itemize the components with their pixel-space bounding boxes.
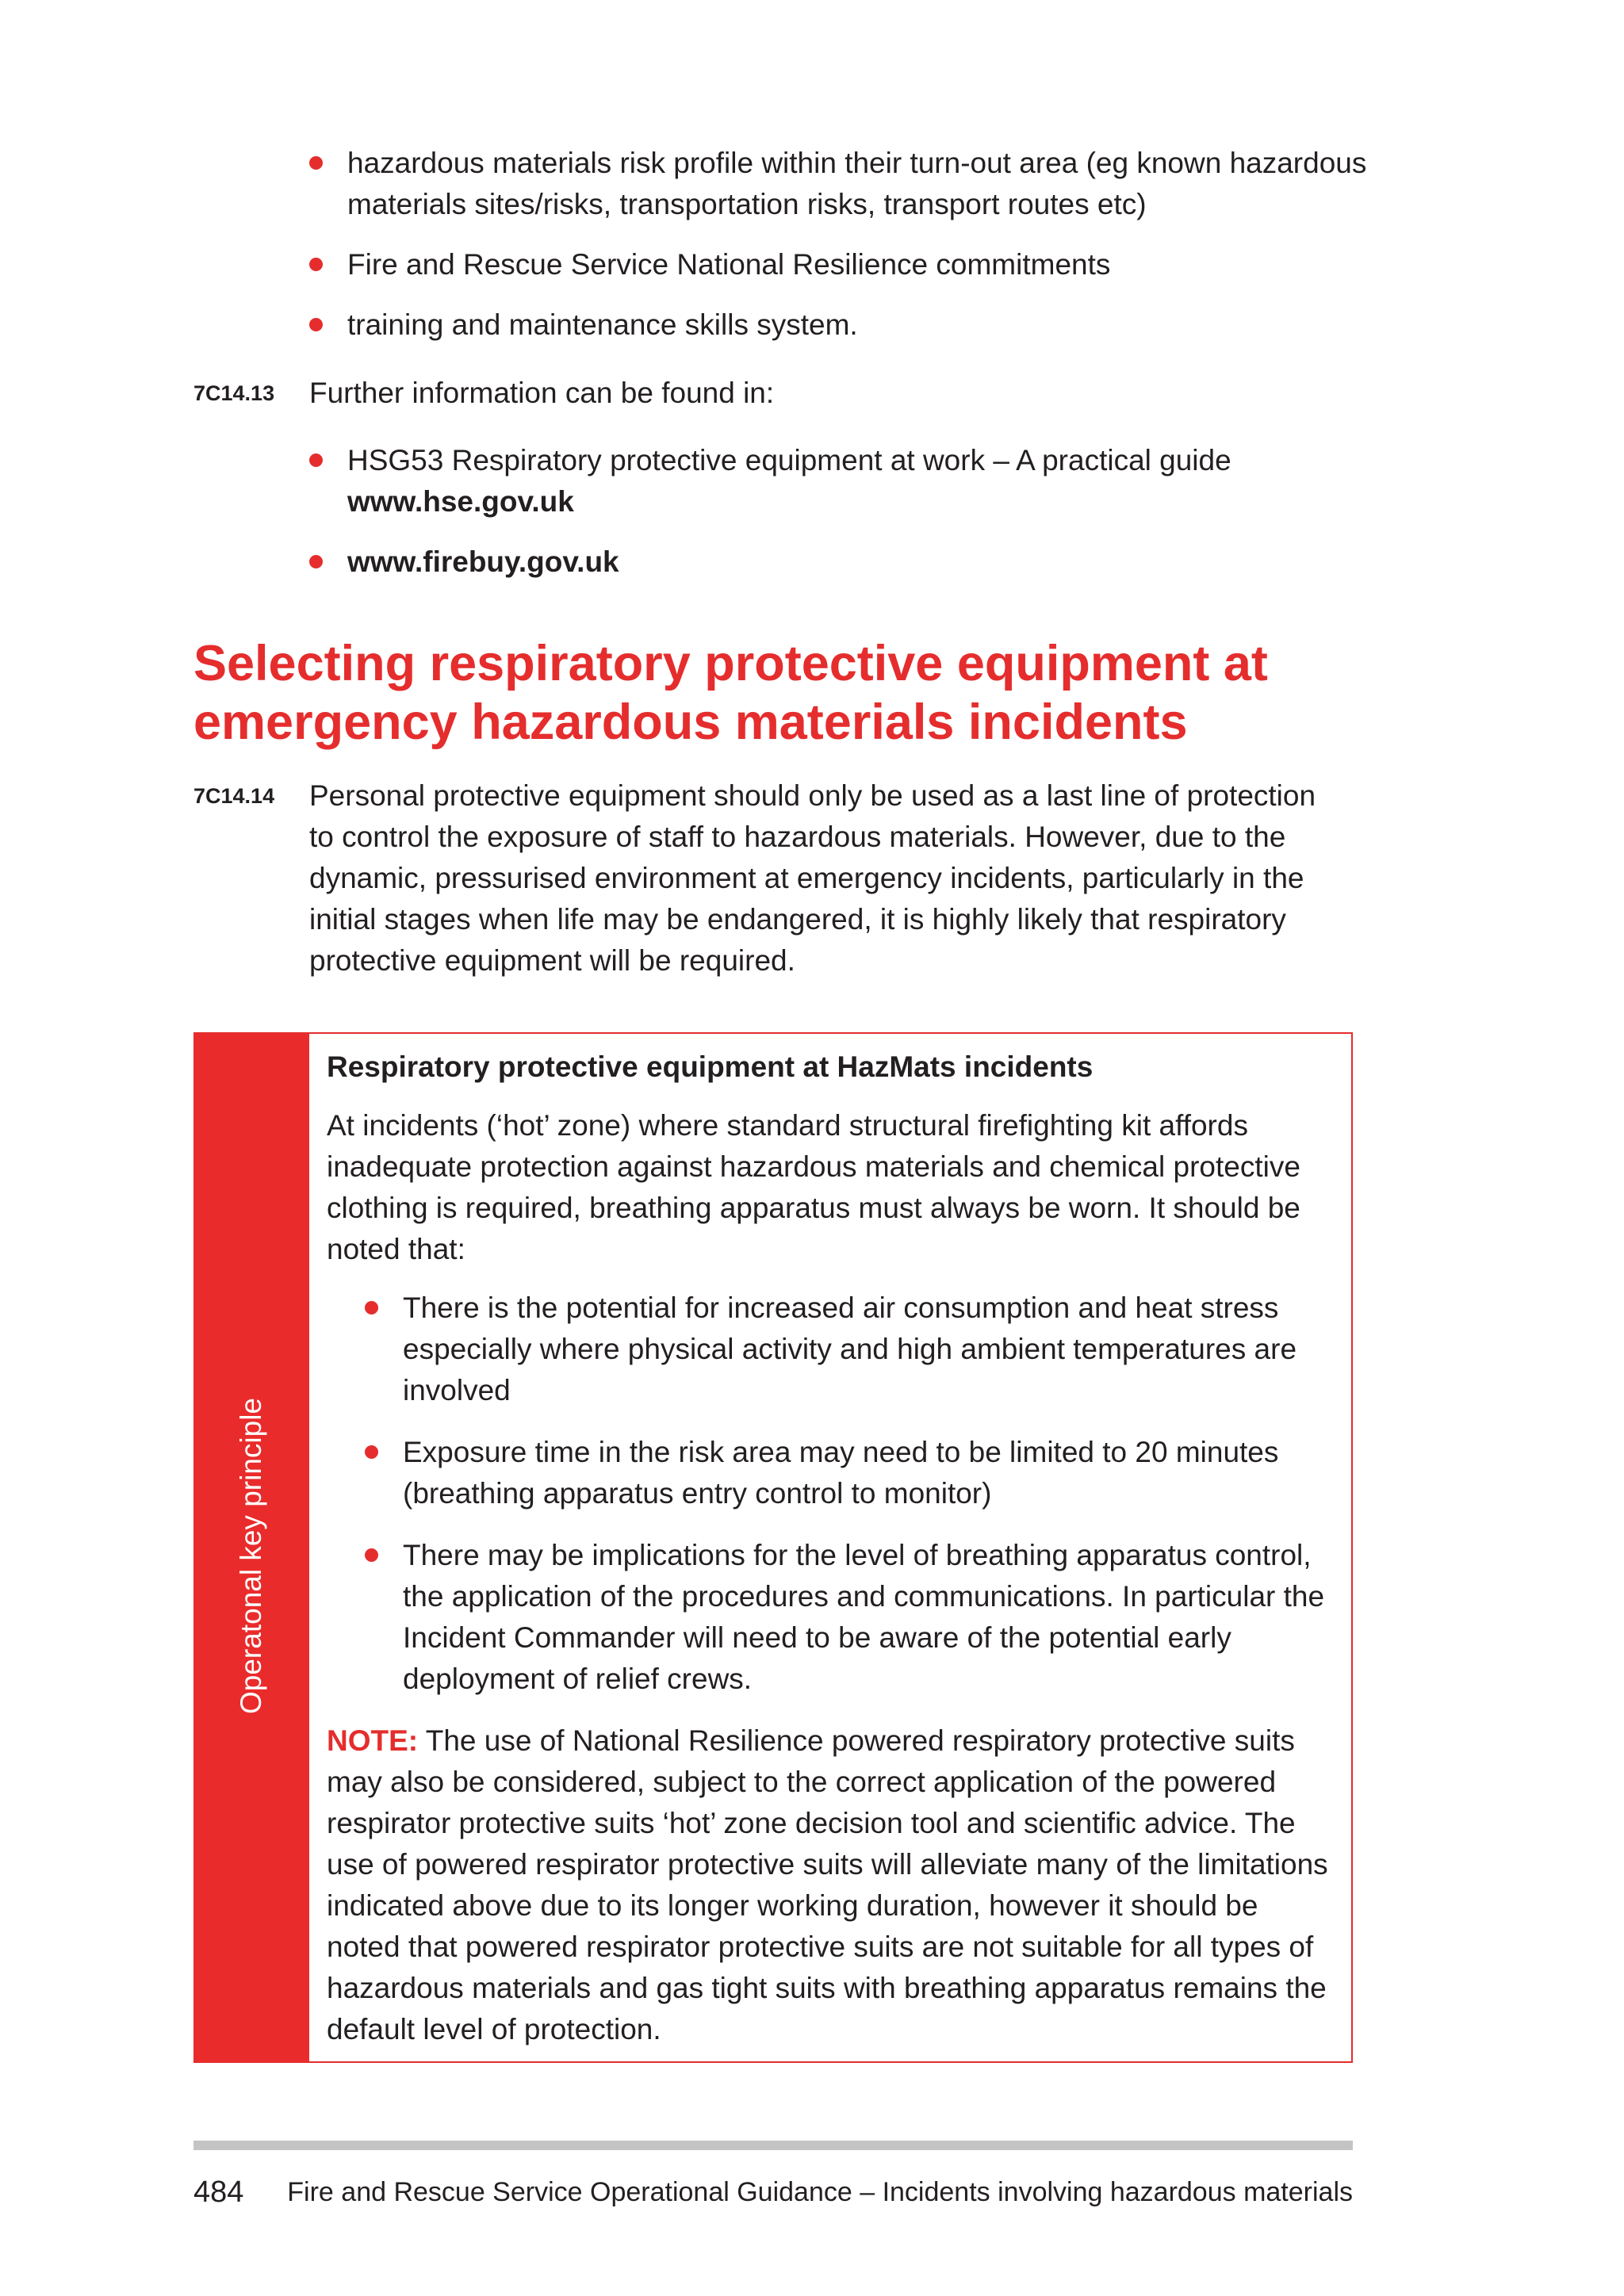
list-item xyxy=(309,143,1372,225)
list-item xyxy=(309,244,1372,285)
bullet-icon xyxy=(365,1548,378,1562)
bullet-icon xyxy=(309,318,323,331)
list-item-text: Fire and Rescue Service National Resilience commitments xyxy=(347,248,1111,281)
note-text: The use of National Resilience powered respiratory protective suits may also be considered, subject to the correct application of the powered respirator protective suits ‘hot’ zone decision tool and scientific advice. The use of powered respirator protective suits will alleviate many of the limitations indicated above due to its longer working duration, however it should be noted that powered respirator protective suits are not suitable for all types of hazardous materials and gas tight suits with breathing apparatus remains the default level of protection. xyxy=(327,1724,1328,2045)
list-item xyxy=(365,1288,1334,1411)
bullet-icon xyxy=(365,1301,378,1314)
bullet-icon xyxy=(365,1445,378,1459)
paragraph-text: Personal protective equipment should only be used as a last line of protection to control the exposure of staff to hazardous materials. However, due to the dynamic, pressurised environment at emergency incidents, particularly in the initial stages when life may be endangered, it is highly likely that respiratory protective equipment will be required. xyxy=(309,779,1316,977)
intro-bullet-list xyxy=(309,143,1372,365)
bullet-icon xyxy=(309,258,323,271)
side-label: Operatonal key principle xyxy=(235,1398,267,1714)
list-item xyxy=(365,1432,1334,1514)
firebuy-link[interactable]: www.firebuy.gov.uk xyxy=(347,545,619,578)
section-heading: Selecting respiratory protective equipment at emergency hazardous materials incidents xyxy=(193,636,1268,750)
further-info-list xyxy=(309,440,1372,602)
list-item-text: hazardous materials risk profile within their turn-out area (eg known hazardous materials sites/risks, transportation risks, transport routes etc) xyxy=(347,147,1367,220)
list-item-text: Exposure time in the risk area may need to be limited to 20 minutes (breathing apparatus entry control to monitor) xyxy=(403,1436,1279,1510)
paragraph-number: 7C14.14 xyxy=(193,784,275,808)
box-intro: At incidents (‘hot’ zone) where standard structural firefighting kit affords inadequate protection against hazardous materials and chemical protective clothing is required, breathing apparatus must always be worn. It should be noted that: xyxy=(327,1109,1300,1265)
list-item xyxy=(309,440,1372,522)
list-item xyxy=(309,304,1372,346)
bullet-icon xyxy=(309,156,323,170)
key-principle-box xyxy=(193,1032,1353,2063)
list-item xyxy=(309,541,1372,583)
page-number: 484 xyxy=(193,2175,244,2209)
note-label: NOTE: xyxy=(327,1724,419,1757)
box-note xyxy=(327,1720,1334,2050)
list-item-text: There may be implications for the level of breathing apparatus control, the application of the procedures and communications. In particular the Incident Commander will need to be aware of the potential early deployment of relief crews. xyxy=(403,1539,1325,1695)
box-title: Respiratory protective equipment at HazMats incidents xyxy=(327,1050,1094,1083)
list-item-text: training and maintenance skills system. xyxy=(347,308,858,341)
list-item-text: There is the potential for increased air consumption and heat stress especially where physical activity and high ambient temperatures are involved xyxy=(403,1292,1297,1406)
list-item xyxy=(365,1535,1334,1700)
footer-title: Fire and Rescue Service Operational Guidance – Incidents involving hazardous materials xyxy=(287,2177,1353,2207)
footer-rule xyxy=(193,2141,1353,2150)
list-item-text: HSG53 Respiratory protective equipment at work – A practical guide xyxy=(347,444,1231,476)
bullet-icon xyxy=(309,453,323,467)
paragraph-number: 7C14.13 xyxy=(193,381,275,405)
box-bullet-list xyxy=(327,1288,1334,1700)
hse-link[interactable]: www.hse.gov.uk xyxy=(347,485,574,518)
bullet-icon xyxy=(309,555,323,568)
key-principle-content xyxy=(327,1034,1334,2068)
paragraph-text: Further information can be found in: xyxy=(309,377,775,409)
